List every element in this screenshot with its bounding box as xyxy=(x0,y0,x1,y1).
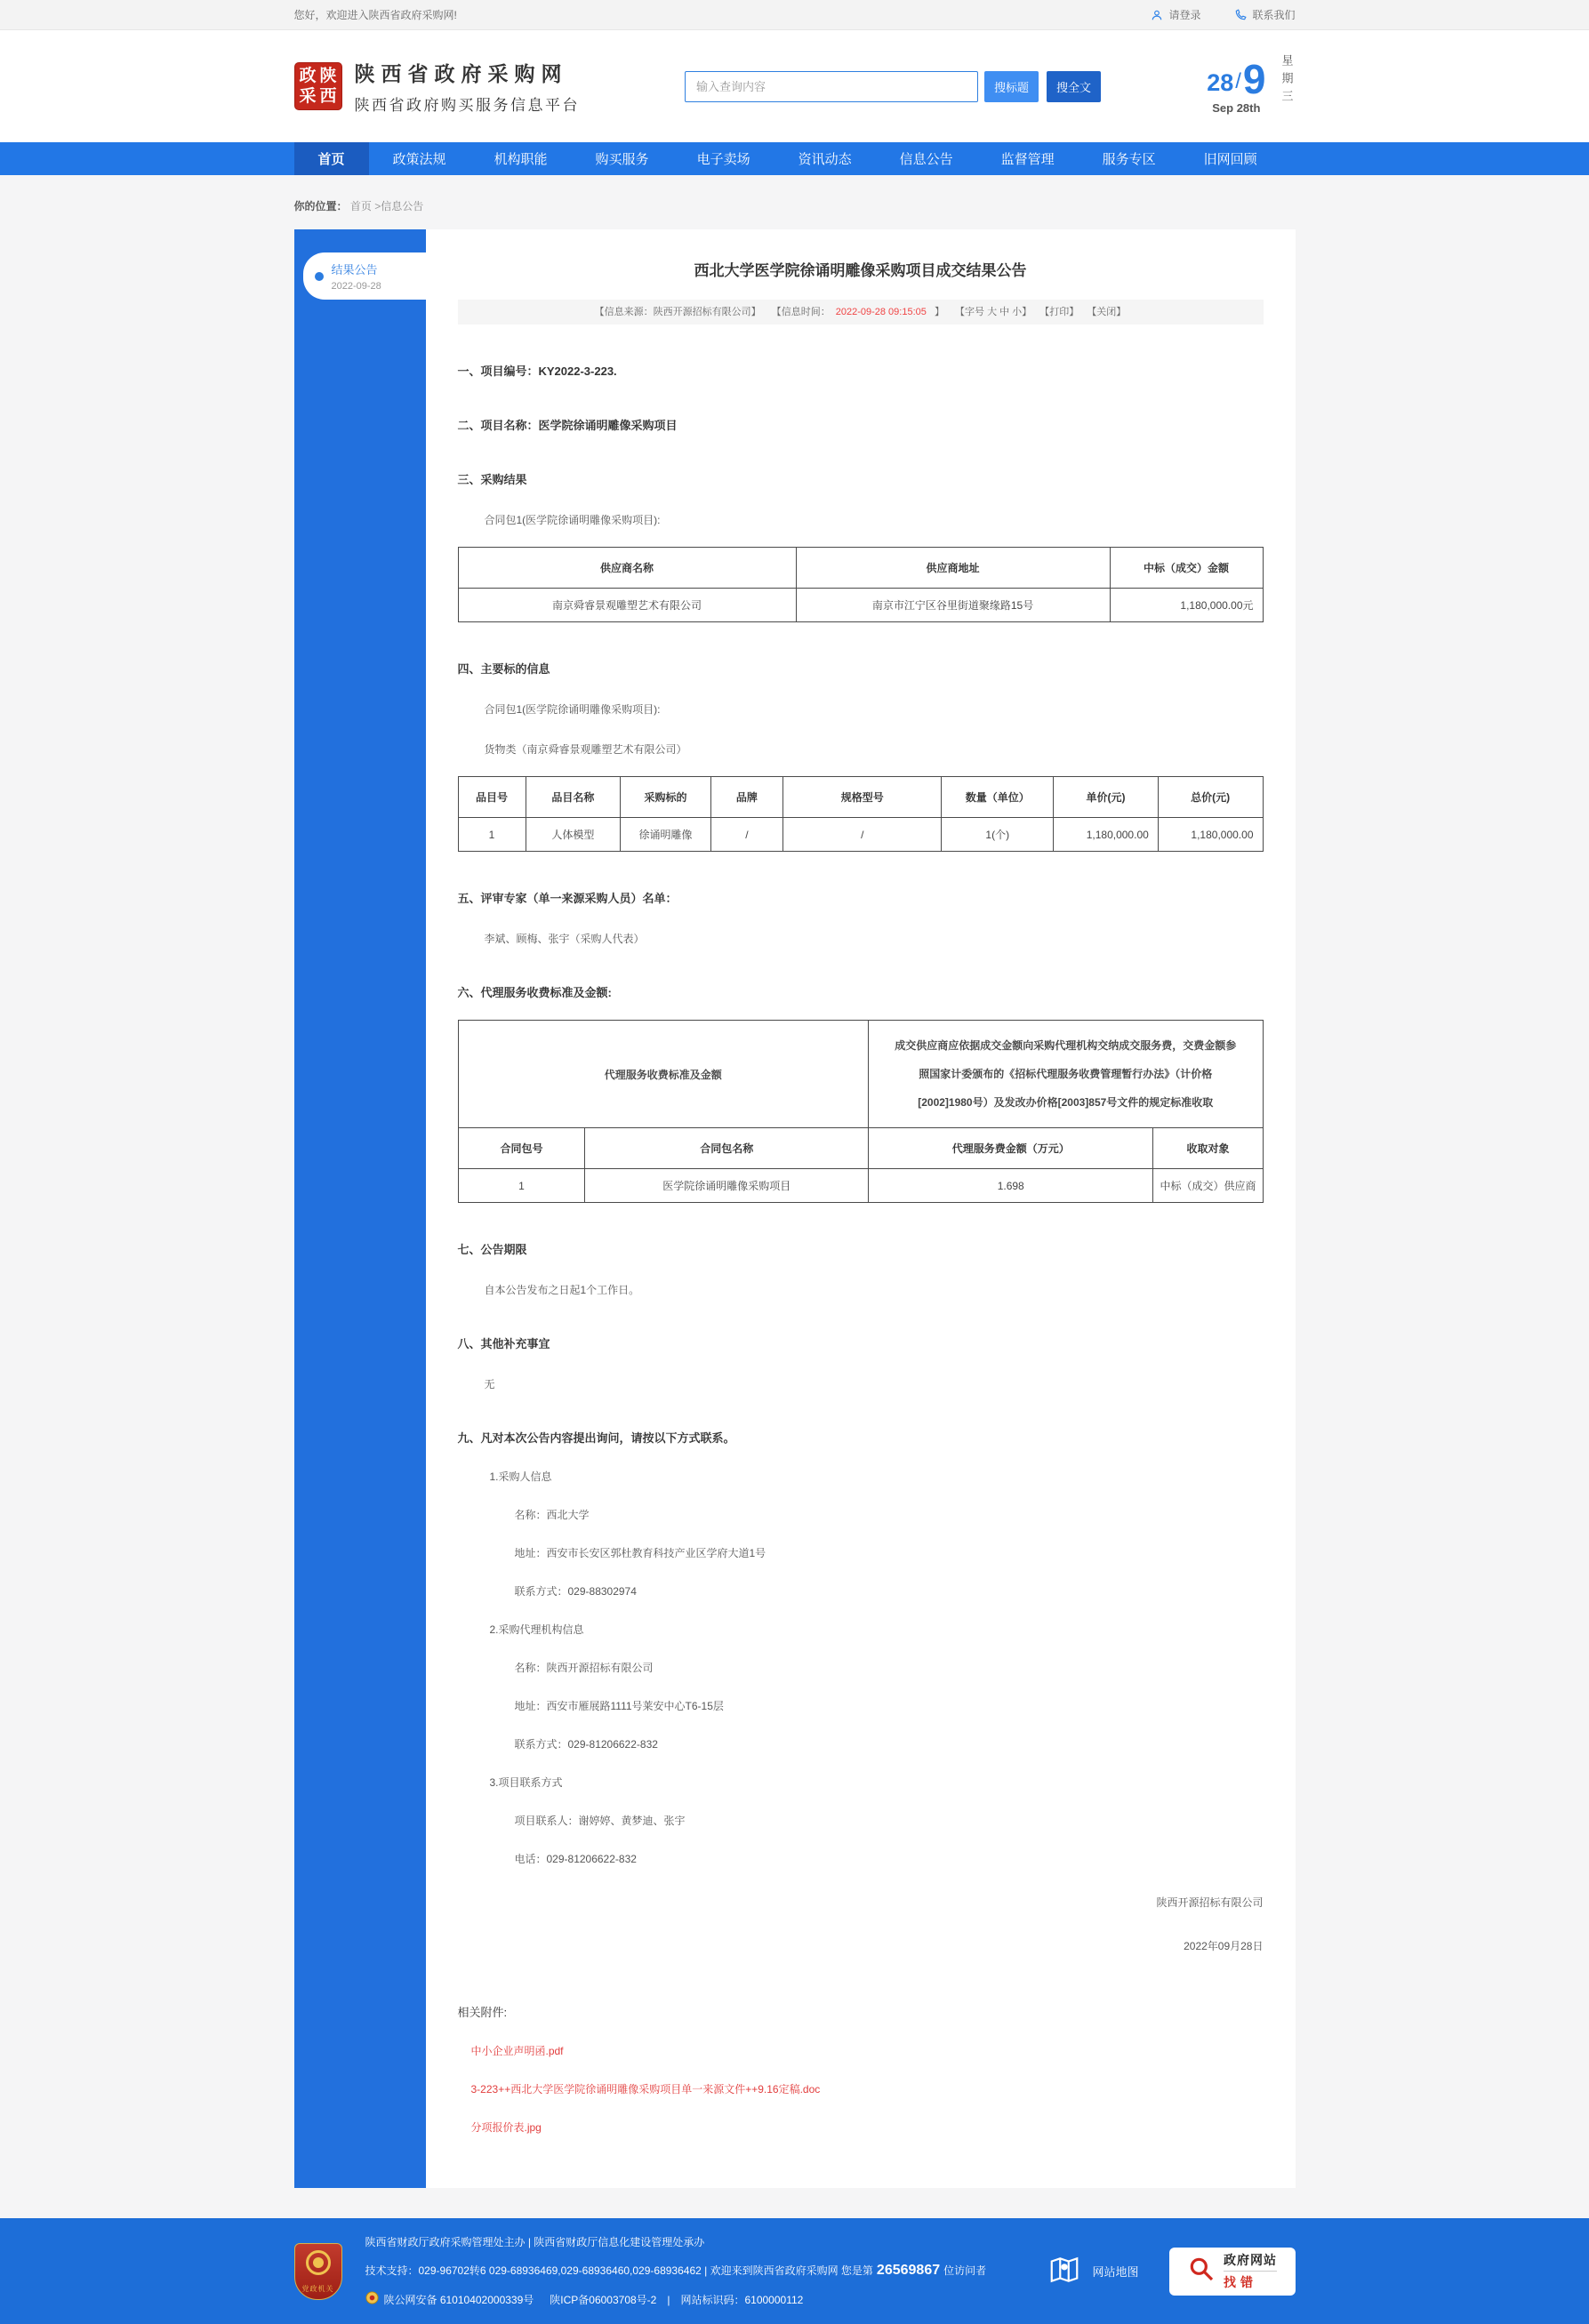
agency-contact: 联系方式：029-81206622-832 xyxy=(514,1738,658,1751)
subject-matter-table xyxy=(458,776,1264,852)
nav-item-policies: 政策法规 xyxy=(392,152,446,167)
site-footer xyxy=(0,2218,1589,2324)
table-cell: / xyxy=(710,818,782,852)
section-4-category: 货物类（南京舜睿景观雕塑艺术有限公司） xyxy=(484,743,687,756)
table-header-cell: 供应商名称 xyxy=(458,548,796,589)
search-title-button[interactable]: 搜标题 xyxy=(984,71,1039,102)
table-header-cell: 数量（单位） xyxy=(942,777,1054,818)
police-badge-icon xyxy=(365,2291,379,2309)
table-row xyxy=(458,818,1263,852)
nav-item-supervision: 监督管理 xyxy=(1000,152,1055,167)
section-7-body: 自本公告发布之日起1个工作日。 xyxy=(484,1284,640,1296)
search-fulltext-button[interactable]: 搜全文 xyxy=(1047,71,1101,102)
map-icon xyxy=(1047,2253,1081,2289)
section-9-heading: 九、凡对本次公告内容提出询问，请按以下方式联系。 xyxy=(457,1431,735,1445)
table-cell: 1(个) xyxy=(942,818,1054,852)
site-identify-code: 网站标识码：6100000112 xyxy=(680,2293,804,2306)
icp-beian-link[interactable]: 陕ICP备06003708号-2 xyxy=(550,2293,657,2306)
date-weekday: 星期三 xyxy=(1280,54,1294,108)
search-bar xyxy=(685,71,1101,102)
breadcrumb: 你的位置： 首页 >信息公告 xyxy=(293,200,424,212)
section-8-heading: 八、其他补充事宜 xyxy=(457,1337,550,1350)
attachment-link[interactable]: 中小企业声明函.pdf xyxy=(470,2045,564,2057)
date-english: Sep 28th xyxy=(1212,100,1261,115)
project-contact-heading: 3.项目联系方式 xyxy=(489,1776,563,1789)
search-input[interactable] xyxy=(685,71,978,102)
main-card xyxy=(294,229,1296,2188)
table-header-cell: 品目号 xyxy=(458,777,526,818)
table-cell: 1,180,000.00 xyxy=(1158,818,1263,852)
close-button[interactable]: 【关闭】 xyxy=(1087,307,1127,317)
table-header-cell: 规格型号 xyxy=(783,777,942,818)
login-label: 请登录 xyxy=(1168,9,1201,21)
table-row xyxy=(458,1169,1263,1203)
table-header-cell: 代理服务费金额（万元） xyxy=(869,1128,1153,1169)
nav-item-news: 资讯动态 xyxy=(798,152,852,167)
table-header-cell: 品牌 xyxy=(710,777,782,818)
table-cell: 中标（成交）供应商 xyxy=(1153,1169,1263,1203)
table-header-cell: 品目名称 xyxy=(526,777,621,818)
table-header-cell: 合同包名称 xyxy=(585,1128,869,1169)
purchaser-address: 地址：西安市长安区郭杜教育科技产业区学府大道1号 xyxy=(514,1547,766,1559)
section-3-heading: 三、采购结果 xyxy=(457,473,527,486)
purchaser-info-heading: 1.采购人信息 xyxy=(489,1471,552,1483)
table-header-cell: 收取对象 xyxy=(1153,1128,1263,1169)
site-subtitle: 陕西省政府购买服务信息平台 xyxy=(354,97,580,114)
phone-icon xyxy=(1234,9,1247,21)
table-cell: 徐诵明雕像 xyxy=(621,818,710,852)
police-beian-link[interactable]: 陕公网安备 61010402000339号 xyxy=(383,2293,534,2306)
breadcrumb-current-link[interactable]: 信息公告 xyxy=(381,200,424,212)
date-display: 28 / 9 Sep 28th 星期三 xyxy=(1207,54,1295,118)
supplier-result-table xyxy=(458,547,1264,622)
site-header xyxy=(0,30,1589,142)
nav-item-e-marketplace: 电子卖场 xyxy=(696,152,750,167)
article-meta-bar xyxy=(458,300,1264,325)
table-cell: 1,180,000.00 xyxy=(1054,818,1159,852)
site-title: 陕西省政府采购网 xyxy=(354,62,568,85)
sidebar-category-date: 2022-09-28 xyxy=(331,281,381,292)
table-cell: 1.698 xyxy=(869,1169,1153,1203)
footer-sponsor-line: 陕西省财政厅政府采购管理处主办 | 陕西省财政厅信息化建设管理处承办 xyxy=(365,2235,705,2248)
table-header-cell: 供应商地址 xyxy=(796,548,1110,589)
user-icon xyxy=(1151,9,1163,21)
section-4-heading: 四、主要标的信息 xyxy=(457,662,550,676)
project-contact-phone: 电话：029-81206622-832 xyxy=(514,1853,637,1865)
section-2-heading: 二、项目名称：医学院徐诵明雕像采购项目 xyxy=(457,419,678,432)
section-4-package: 合同包1(医学院徐诵明雕像采购项目): xyxy=(484,703,661,716)
gov-site-error-report-badge[interactable]: 政府网站 找错 xyxy=(1169,2248,1296,2296)
attachment-link[interactable]: 分项报价表.jpg xyxy=(470,2121,542,2134)
breadcrumb-home-link[interactable]: 首页 xyxy=(349,200,372,212)
signature-company: 陕西开源招标有限公司 xyxy=(1156,1896,1264,1909)
info-timestamp: 2022-09-28 09:15:05 xyxy=(835,307,927,317)
top-utility-bar xyxy=(0,0,1589,30)
table-cell: 成交供应商应依据成交金额向采购代理机构交纳成交服务费，交费金额参照国家计委颁布的《招标代理服务收费管理暂行办法》（计价格[2002]1980号）及发改办价格[2003]857号文件的规定标准收取 xyxy=(869,1021,1263,1128)
magnifier-icon xyxy=(1187,2255,1216,2288)
table-header-cell: 单价(元) xyxy=(1054,777,1159,818)
nav-item-functions: 机构职能 xyxy=(494,152,548,167)
purchaser-contact: 联系方式：029-88302974 xyxy=(514,1585,637,1598)
info-time: 【信息时间： 2022-09-28 09:15:05 】 xyxy=(771,307,944,317)
page-title: 西北大学医学院徐诵明雕像采购项目成交结果公告 xyxy=(694,262,1027,279)
party-government-emblem: 党政机关 xyxy=(294,2243,342,2300)
table-header-row xyxy=(458,777,1263,818)
site-brand xyxy=(294,58,581,115)
table-header-cell: 中标（成交）金额 xyxy=(1110,548,1263,589)
sidebar-category-label: 结果公告 xyxy=(331,263,378,276)
table-cell: 1 xyxy=(458,818,526,852)
footer-support-line: 技术支持：029-96702转6 029-68936469,029-68936460,029-68936462 | 欢迎来到陕西省政府采购网 您是第 26569867 位访问者 xyxy=(365,2262,987,2278)
nav-item-announcements: 信息公告 xyxy=(899,152,953,167)
main-navigation xyxy=(0,142,1589,175)
attachment-link[interactable]: 3-223++西北大学医学院徐诵明雕像采购项目单一来源文件++9.16定稿.doc xyxy=(470,2083,821,2096)
table-header-cell: 合同包号 xyxy=(458,1128,585,1169)
section-7-heading: 七、公告期限 xyxy=(457,1243,527,1256)
table-cell: 人体模型 xyxy=(526,818,621,852)
purchaser-name: 名称：西北大学 xyxy=(514,1509,590,1521)
agency-fee-table xyxy=(458,1020,1264,1203)
table-row xyxy=(458,1021,1263,1128)
table-cell: 南京市江宁区谷里街道聚缘路15号 xyxy=(796,589,1110,622)
info-source: 【信息来源：陕西开源招标有限公司】 xyxy=(594,307,761,317)
print-button[interactable]: 【打印】 xyxy=(1039,307,1079,317)
table-cell: 1,180,000.00元 xyxy=(1110,589,1263,622)
nav-item-home: 首页 xyxy=(294,142,369,175)
project-contact-persons: 项目联系人：谢婷婷、黄梦迪、张宇 xyxy=(514,1815,686,1827)
section-8-body: 无 xyxy=(484,1378,495,1390)
date-month: 9 xyxy=(1242,55,1266,102)
agency-address: 地址：西安市雁展路1111号莱安中心T6-15层 xyxy=(514,1700,724,1712)
date-day: 28 xyxy=(1207,68,1234,96)
table-header-cell: 总价(元) xyxy=(1158,777,1263,818)
bullet-dot-icon xyxy=(315,272,324,281)
attachments-heading: 相关附件: xyxy=(457,2006,508,2019)
nav-item-old-site: 旧网回顾 xyxy=(1203,152,1257,167)
table-header-row xyxy=(458,548,1263,589)
section-5-experts: 李斌、顾梅、张宇（采购人代表） xyxy=(484,933,645,945)
table-cell: 医学院徐诵明雕像采购项目 xyxy=(585,1169,869,1203)
section-1-heading: 一、项目编号：KY2022-3-223. xyxy=(457,365,617,378)
table-cell: 代理服务收费标准及金额 xyxy=(458,1021,869,1128)
agency-info-heading: 2.采购代理机构信息 xyxy=(489,1623,584,1636)
login-link[interactable] xyxy=(1151,7,1200,22)
nav-item-service-zone: 服务专区 xyxy=(1102,152,1156,167)
font-size-control[interactable]: 【字号 大 中 小】 xyxy=(955,307,1032,317)
table-row xyxy=(458,589,1263,622)
footer-beian-line: 陕公网安备 61010402000339号 陕ICP备06003708号-2 | 网站标识码：6100000112 xyxy=(365,2291,987,2309)
section-3-package: 合同包1(医学院徐诵明雕像采购项目): xyxy=(484,514,661,526)
visitor-count: 26569867 xyxy=(876,2262,941,2278)
site-logo: 政 陕 采 西 xyxy=(294,62,342,110)
table-cell: 南京舜睿景观雕塑艺术有限公司 xyxy=(458,589,796,622)
article-content xyxy=(426,229,1296,2188)
section-5-heading: 五、评审专家（单一来源采购人员）名单： xyxy=(457,892,678,905)
sidebar-item-result-announcement[interactable] xyxy=(303,252,426,300)
agency-name: 名称：陕西开源招标有限公司 xyxy=(514,1662,654,1674)
sitemap-link[interactable]: 网站地图 xyxy=(1047,2253,1138,2289)
table-cell: / xyxy=(783,818,942,852)
emblem-ring-icon xyxy=(306,2250,331,2275)
breadcrumb-label: 你的位置： xyxy=(293,200,348,212)
contact-label: 联系我们 xyxy=(1252,9,1296,21)
sidebar xyxy=(294,229,426,2188)
table-header-cell: 采购标的 xyxy=(621,777,710,818)
page-background xyxy=(0,175,1589,2218)
signature-date: 2022年09月28日 xyxy=(1184,1940,1264,1952)
table-header-row xyxy=(458,1128,1263,1169)
contact-link[interactable] xyxy=(1234,7,1295,22)
nav-item-purchase-services: 购买服务 xyxy=(595,152,649,167)
table-cell: 1 xyxy=(458,1169,585,1203)
welcome-text: 您好，欢迎进入陕西省政府采购网! xyxy=(293,9,457,21)
section-6-heading: 六、代理服务收费标准及金额: xyxy=(457,986,612,999)
